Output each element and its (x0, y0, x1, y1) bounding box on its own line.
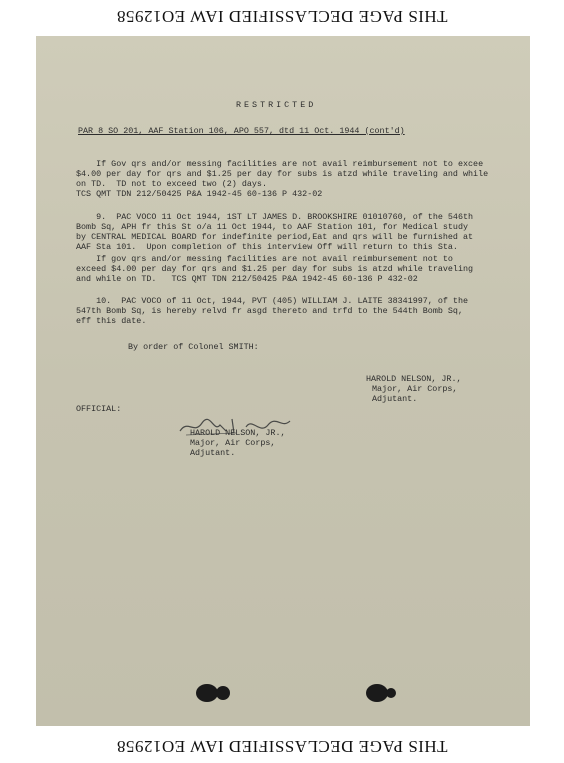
official-title: Adjutant. (190, 448, 236, 458)
punch-hole (196, 684, 218, 702)
punch-hole (216, 686, 230, 700)
signer-name: HAROLD NELSON, JR., (366, 374, 462, 384)
text-line: $4.00 per day for qrs and $1.25 per day for subs is atzd while traveling and while (76, 169, 489, 179)
official-rank: Major, Air Corps, (190, 438, 276, 448)
text-line: Bomb Sq, APH fr this St o/a 11 Oct 1944, to AAF Station 101, for Medical study (76, 222, 469, 232)
text-line: 10. PAC VOCO of 11 Oct, 1944, PVT (405) WILLIAM J. LAITE 38341997, of the (76, 296, 469, 306)
text-line: AAF Sta 101. Upon completion of this interview Off will return to this Sta. (76, 242, 458, 252)
signer-rank: Major, Air Corps, (372, 384, 458, 394)
text-line: 547th Bomb Sq, is hereby relvd fr asgd thereto and trfd to the 544th Bomb Sq, (76, 306, 463, 316)
document-page (36, 36, 530, 726)
text-line: eff this date. (76, 316, 147, 326)
text-line: If Gov qrs and/or messing facilities are not avail reimbursement not to excee (76, 159, 484, 169)
text-line: If gov qrs and/or messing facilities are not avail reimbursement not to (76, 254, 453, 264)
text-line: on TD. TD not to exceed two (2) days. (76, 179, 267, 189)
classification-label: RESTRICTED (236, 100, 317, 110)
official-label: OFFICIAL: (76, 404, 122, 414)
declassified-banner-bottom: THIS PAGE DECLASSIFIED IAW EO12958 (116, 737, 448, 756)
declassified-banner-top: THIS PAGE DECLASSIFIED IAW EO12958 (116, 7, 448, 26)
signer-title: Adjutant. (372, 394, 418, 404)
punch-hole (386, 688, 396, 698)
order-line: By order of Colonel SMITH: (128, 342, 259, 352)
order-header: PAR 8 SO 201, AAF Station 106, APO 557, dtd 11 Oct. 1944 (cont'd) (78, 126, 405, 136)
text-line: exceed $4.00 per day for qrs and $1.25 per day for subs is atzd while traveling (76, 264, 474, 274)
text-line: and while on TD. TCS QMT TDN 212/50425 P&A 1942-45 60-136 P 432-02 (76, 274, 418, 284)
text-line: 9. PAC VOCO 11 Oct 1944, 1ST LT JAMES D. BROOKSHIRE 01010760, of the 546th (76, 212, 474, 222)
official-name: HAROLD NELSON, JR., (190, 428, 286, 438)
text-line: by CENTRAL MEDICAL BOARD for indefinite period,Eat and qrs will be furnished at (76, 232, 474, 242)
punch-hole (366, 684, 388, 702)
text-line: TCS QMT TDN 212/50425 P&A 1942-45 60-136 P 432-02 (76, 189, 323, 199)
